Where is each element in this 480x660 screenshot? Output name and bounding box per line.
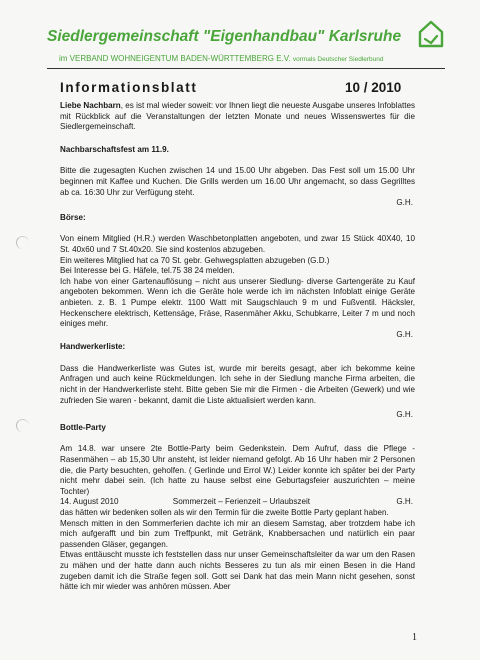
document-title: Informationsblatt [60, 80, 198, 95]
house-logo-icon [418, 19, 444, 49]
boerse-contact: Bei Interesse bei G. Häfele, tel.75 38 24 melden. [60, 266, 235, 276]
handwerker-signature: G.H. [396, 410, 413, 420]
punch-hole-top [16, 236, 29, 249]
page-number: 1 [412, 632, 417, 643]
bottle-date-line [60, 497, 310, 508]
bottle-signature: G.H. [396, 497, 413, 507]
organization-subtitle [59, 54, 384, 63]
section-heading-handwerker: Handwerkerliste: [60, 342, 126, 352]
punch-hole-bottom [16, 419, 29, 432]
boerse-garden-tools: Ich habe von einer Gartenauflösung – nicht aus unserer Siedlung- diverse Gartengeräte zu Kauf angeboten bekommen. Wenn ich die Geräte hole werde ich im nächsten Infoblatt einige Geräte anbieten. z. B. 1 Pumpe elektr. 1100 Watt mit Saugschlauch 9 m und Fußventil. Häcksler, Heckenschere elektrisch, Kettensäge, Fräse, Rasenmäher Akku, Schubkarre, Leiter 7 m und noch einiges mehr. [60, 276, 415, 329]
section-heading-fest: Nachbarschaftsfest am 11.9. [60, 144, 169, 154]
intro-greeting: Liebe Nachbarn [60, 101, 121, 110]
handwerker-text: Dass die Handwerkerliste was Gutes ist, wurde mir bereits gesagt, aber ich bekomme keine Anfragen und auch keine Rückmeldungen. Ich sehe in der Siedlung manche Firma arbeiten, die nicht in der Handwerkerliste steht. Bitte geben Sie mir die Firmen - die Arbeiten (Gewerk) und wie zufrieden Sie waren - bekannt, damit die Liste aktualisiert werden kann. [60, 363, 415, 405]
boerse-offer-1: Von einem Mitglied (H.R.) werden Waschbetonplatten angeboten, und zwar 15 Stück 40X40, 10 St. 40x60 und 7 St.40x20. Sie sind kostenlos abzugeben. [60, 234, 415, 254]
bottle-date: 14. August 2010 [60, 497, 119, 507]
fest-signature: G.H. [396, 198, 413, 208]
section-heading-bottle: Bottle-Party [60, 422, 106, 432]
subtitle-small: vormals Deutscher Siedlerbund [292, 56, 384, 63]
document-body [60, 101, 415, 593]
intro-paragraph: Liebe Nachbarn, es ist mal wieder soweit: vor Ihnen liegt die neueste Ausgabe unseres Infoblattes mit Rückblick auf die Veranstaltungen der letzten Monate und neues Wissenswertes für die Siedlergemeinschaft. [60, 101, 415, 132]
fest-text: Bitte die zugesagten Kuchen zwischen 14 und 15.00 Uhr abgeben. Das Fest soll um 15.00 Uhr beginnen mit Kaffee und Kuchen. Die Grills werden um 16.00 Uhr angemacht, so dass Gegrilltes ab ca. 16:30 Uhr zur Verfügung steht. [60, 166, 415, 197]
subtitle-main: im VERBAND WOHNEIGENTUM BADEN-WÜRTTEMBERG E.V. [59, 54, 291, 63]
header-divider [47, 68, 445, 69]
bottle-summer-note: Mensch mitten in den Sommerferien dachte ich mir an diesem Samstag, aber trotzdem habe ich mich aufgerafft und bin zum Treffpunkt, mit Getränk, Knabbersachen und natürlich ein paar passenden Gläser, gegangen. [60, 518, 415, 549]
bottle-disappointment: Etwas enttäuscht musste ich feststellen dass nur unser Gemeinschaftsleiter da war um den Rasen zu mähen und der hatte dann auch nichts Besseres zu tun als mir einen Besen in die Hand zugeben damit ich die Straße fegen soll. Gott sei Dank hat das mein Mann nicht gesehen, sonst hätte ich mir wieder was anhören müssen. Aber [60, 550, 415, 592]
boerse-signature: G.H. [396, 329, 413, 339]
boerse-offer-2: Ein weiteres Mitglied hat ca 70 St. gebr. Gehwegsplatten abzugeben (G.D.) [60, 255, 330, 265]
section-heading-boerse: Börse: [60, 212, 86, 222]
issue-number: 10 / 2010 [345, 80, 402, 95]
bottle-reflection: das hätten wir bedenken sollen als wir den Termin für die zweite Bottle Party geplant haben. [60, 508, 389, 517]
organization-title: Siedlergemeinschaft "Eigenhandbau" Karlsruhe [47, 28, 402, 45]
bottle-season: Sommerzeit – Ferienzeit – Urlaubszeit [172, 497, 310, 507]
bottle-report: Am 14.8. war unsere 2te Bottle-Party beim Gedenkstein. Dem Aufruf, dass die Pflege - Rasenmähen – ab 15,30 Uhr ansteht, ist leider niemand gefolgt. Ab 16 Uhr haben mir 2 Personen die, die Party besuchten, geholfen. ( Gerlinde und Errol W.) Leider konnte ich später bei der Party nicht mehr dabei sein. (Ich hatte zu hause selbst eine Geburtagsfeier auszurichten – meine Tochter) [60, 444, 415, 496]
